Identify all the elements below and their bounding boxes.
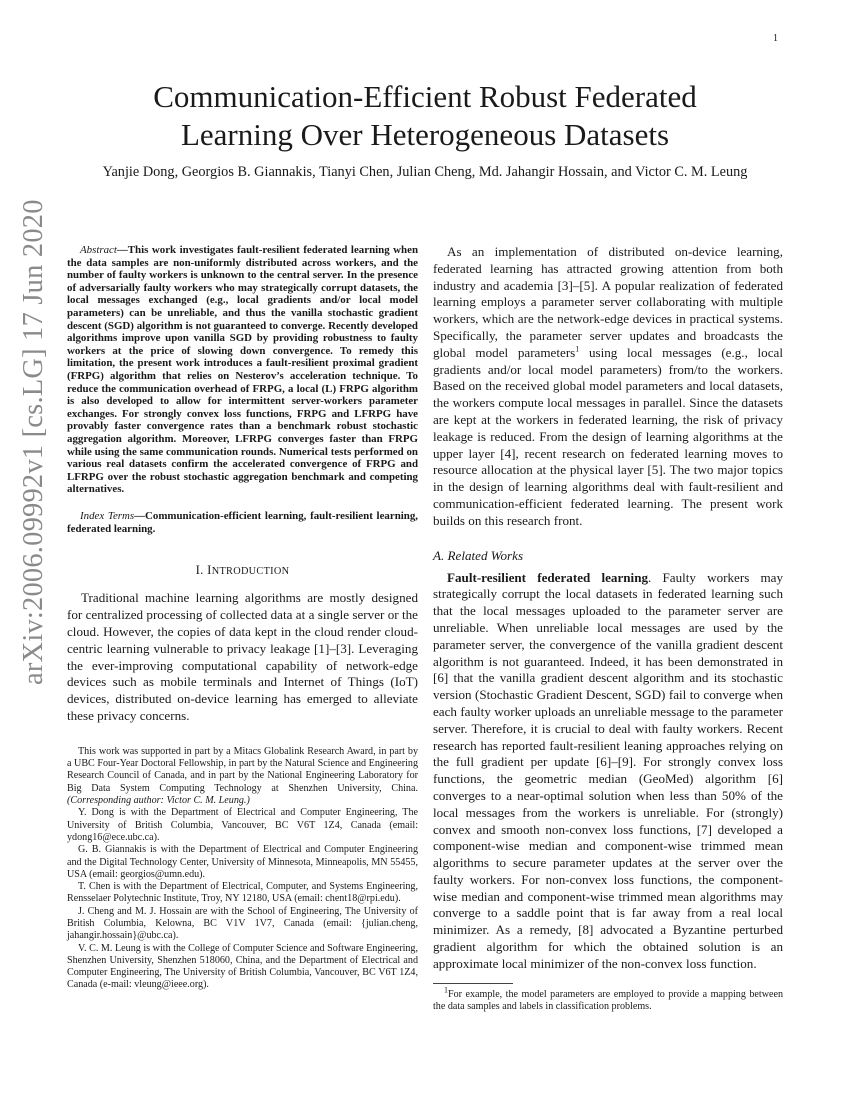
affiliation-dong: Y. Dong is with the Department of Electrical and Computer Engineering, The University of British Columbia, Vancouver, BC V6T 1Z4, Canada (email: ydong16@ece.ubc.ca).	[67, 807, 418, 843]
affiliation-giannakis: G. B. Giannakis is with the Department of Electrical and Computer Engineering and the Digital Technology Center, University of Minnesota, Minneapolis, MN 55455, USA (email: georgios@umn.edu).	[67, 844, 418, 880]
page-number: 1	[773, 33, 778, 44]
funding-note	[67, 746, 418, 807]
abstract-label: Abstract	[80, 244, 117, 256]
corresponding-author-note: (Corresponding author: Victor C. M. Leung.)	[67, 795, 250, 807]
footnote-1-text: For example, the model parameters are employed to provide a mapping between the data samples and labels in classification problems.	[433, 988, 783, 1013]
right-column	[433, 244, 783, 1013]
section-title-initial: I	[207, 563, 212, 578]
affiliation-chen: T. Chen is with the Department of Electrical, Computer, and Systems Engineering, Rensselaer Polytechnic Institute, Troy, NY 12180, USA (email: chent18@rpi.edu).	[67, 881, 418, 905]
abstract	[67, 244, 418, 496]
footnote-divider	[433, 983, 513, 984]
index-terms-label: Index Terms	[80, 509, 135, 522]
author-footnotes	[67, 746, 418, 992]
author-list: Yanjie Dong, Georgios B. Giannakis, Tianyi Chen, Julian Cheng, Md. Jahangir Hossain, and Victor C. M. Leung	[102, 164, 748, 180]
footnote-1-marker: 1	[444, 985, 448, 995]
federated-paragraph-part-1: As an implementation of distributed on-device learning, federated learning has attracted growing attention from both industry and academia [3]–[5]. A popular realization of federated learning employs a parameter server collaborating with multiple workers, which are the network-edge devices in practical systems. Specifically, the parameter server updates and broadcasts the global model parameters	[433, 244, 783, 360]
footnote-1	[433, 985, 783, 1014]
federated-learning-paragraph	[433, 244, 783, 530]
left-column	[67, 244, 418, 992]
related-works-paragraph	[433, 570, 783, 973]
affiliation-leung: V. C. M. Leung is with the College of Computer Science and Software Engineering, Shenzhen University, Shenzhen 518060, China, and the Department of Electrical and Computer Engineering, The University of British Columbia, Vancouver, BC V6T 1Z4, Canada (e-mail: vleung@ieee.org).	[67, 942, 418, 991]
index-terms-text: —Communication-efficient learning, fault-resilient learning, federated learning.	[67, 509, 418, 535]
abstract-text: —This work investigates fault-resilient federated learning when the data samples are non-uniformly distributed across workers, and the number of faulty workers is unknown to the central server. In the presence of adversarially faulty workers who may strategically corrupt datasets, the local messages exchanged (e.g., local gradients and/or local model parameters) can be unreliable, and thus the vanilla stochastic gradient descent (SGD) algorithm is not guaranteed to converge. Recently developed algorithms improve upon vanilla SGD by providing robustness to faulty workers at the price of slowing down convergence. To remedy this limitation, the present work introduces a fault-resilient proximal gradient (FRPG) algorithm that relies on Nesterov’s acceleration technique. To reduce the communication overhead of FRPG, a local (L) FRPG algorithm is also developed to allow for intermittent server-workers parameter exchanges. For strongly convex loss functions, FRPG and LFRPG have provably faster convergence rates than a benchmark robust stochastic aggregation algorithm. Moreover, LFRPG converges faster than FRPG while using the same communication rounds. Numerical tests performed on various real datasets confirm the accelerated convergence of FRPG and LFRPG over the robust stochastic aggregation benchmark and competing alternatives.	[67, 244, 418, 496]
arxiv-identifier-stamp: arXiv:2006.09992v1 [cs.LG] 17 Jun 2020	[18, 199, 49, 685]
subsection-heading-related-works: A. Related Works	[433, 547, 524, 563]
index-terms	[67, 510, 418, 536]
paper-title-line-1: Communication-Efficient Robust Federated	[153, 79, 697, 114]
section-numeral: I.	[195, 563, 204, 578]
paper-title-line-2: Learning Over Heterogeneous Datasets	[180, 117, 670, 152]
footnote-marker: 1	[575, 344, 580, 354]
related-works-text: . Faulty workers may strategically corrupt the local datasets in federated learning such that the local messages uploaded to the parameter server are unreliable. When unreliable local messages are used by the parameter server, the convergence of the vanilla gradient descent algorithm is not guaranteed. Indeed, it has been demonstrated in [6] that the vanilla gradient descent algorithm and its stochastic version (Stochastic Gradient Descent, SGD) fail to converge when each faulty worker uploads an unreliable message to the parameter server. Therefore, it is crucial to deal with faulty workers. Recent research has reported fault-resilient leaning approaches relying on the full gradient per update [6]–[9]. For strongly convex loss functions, the geometric median (GeoMed) algorithm [6] converges to a near-optimal solution when less than 50% of the local messages from the workers is unreliable. For (strongly) convex and smooth non-convex loss functions, [7] developed a component-wise median and component-wise trimmed mean algorithms to secure parameter updates at the server over the faulty workers. For non-convex loss functions, the component-wise median and component-wise trimmed mean algorithms may converge to a saddle point that is far away from a real local minimizer. As a remedy, [8] advocated a Byzantine perturbed gradient algorithm for which the obtained solution is an approximate local minimizer of the non-convex loss function.	[433, 569, 784, 971]
section-title-rest: NTRODUCTION	[211, 566, 290, 578]
funding-text: This work was supported in part by a Mitacs Globalink Research Award, in part by a UBC Four-Year Doctoral Fellowship, in part by the Natural Science and Engineering Research Council of Canada, and in part by the National Engineering Laboratory for Big Data System Computing Technology at Shenzhen University, China.	[67, 745, 418, 794]
paper-title	[60, 78, 790, 154]
federated-paragraph-part-2: using local messages (e.g., local gradients and/or local model parameters) from/to the workers. Based on the received global model parameters and local datasets, the workers compute local messages in parallel. Since the datasets are kept at the workers in federated learning, the risk of privacy leakage is reduced. From the design of learning algorithms at the upper layer [4], recent research on federated learning moves to resource allocation at the physical layer [5]. The two major topics in the design of learning algorithms deal with fault-resilient and communication-efficient federated learning. The present work builds on this research front.	[433, 344, 783, 528]
related-works-lead: Fault-resilient federated learning	[447, 569, 649, 585]
introduction-paragraph: Traditional machine learning algorithms are mostly designed for centralized processing of collected data at a single server or the cloud. However, the copies of data kept in the cloud render cloud-centric learning vulnerable to privacy leakage [1]–[3]. Leveraging the ever-improving computational capability of network-edge devices such as mobile terminals and Internet of Things (IoT) devices, distributed on-device learning has emerged to alleviate these privacy concerns.	[67, 590, 418, 724]
section-heading-introduction	[67, 563, 418, 578]
affiliation-cheng-hossain: J. Cheng and M. J. Hossain are with the School of Engineering, The University of British Columbia, Kelowna, BC V1V 1V7, Canada (email: {julian.cheng, jahangir.hossain}@ubc.ca).	[67, 905, 418, 942]
